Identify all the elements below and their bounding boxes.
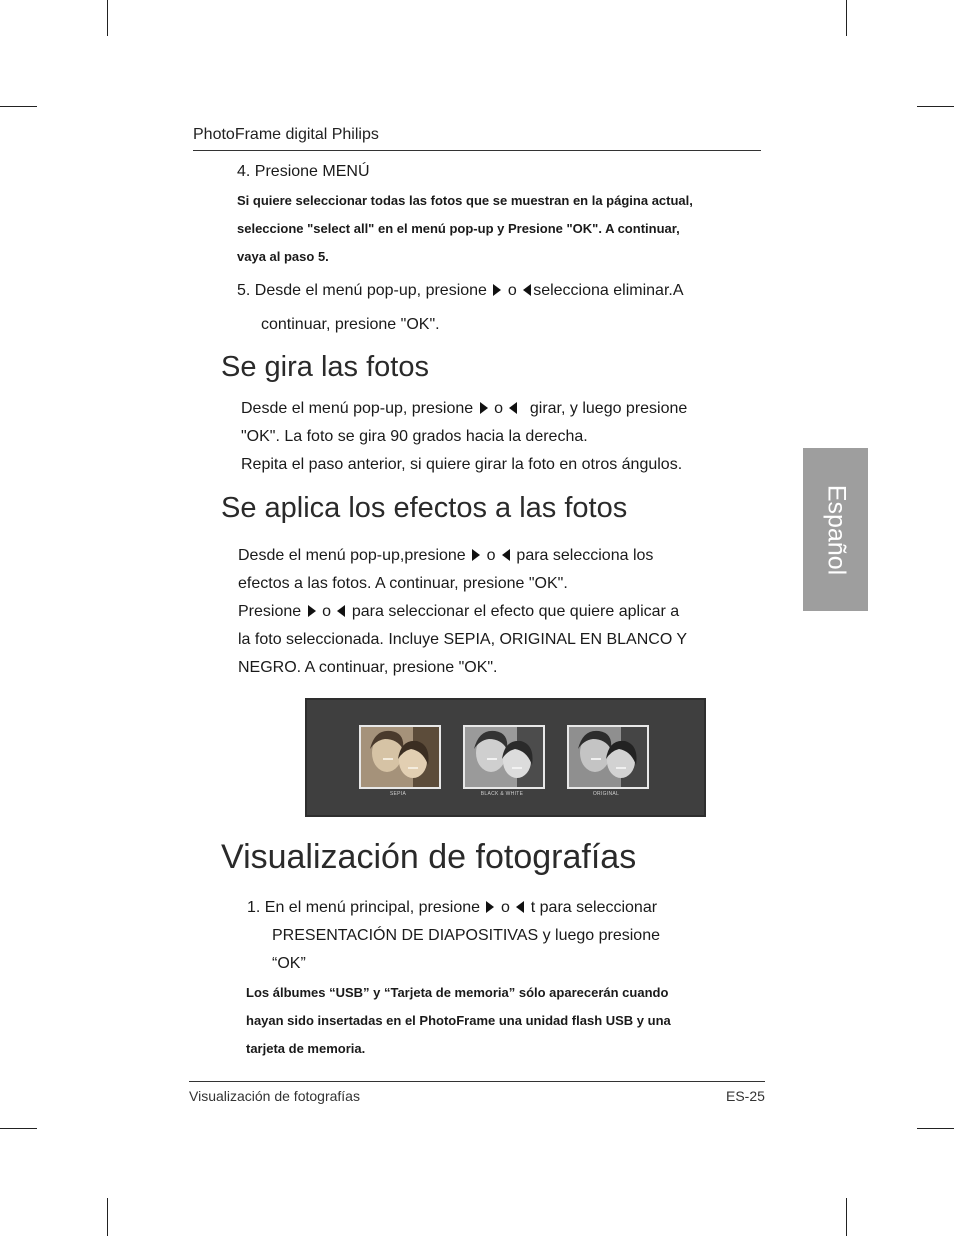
rotate-line-text: girar, y luego presione bbox=[529, 400, 688, 417]
section-title-rotate: Se gira las fotos bbox=[221, 351, 429, 383]
view-line-text: t para seleccionar bbox=[530, 899, 658, 916]
thumbnail-caption: SEPIA bbox=[389, 791, 407, 797]
photo-thumbnail-original bbox=[567, 725, 649, 789]
or-text: o bbox=[507, 282, 517, 299]
view-line bbox=[247, 894, 660, 922]
effects-line-text: para selecciona los bbox=[516, 547, 654, 564]
crop-mark bbox=[0, 106, 37, 107]
step-5-continued: continuar, presione "OK". bbox=[261, 316, 440, 333]
note-line: tarjeta de memoria. bbox=[246, 1041, 366, 1056]
or-text: o bbox=[486, 547, 496, 564]
thumbnail-caption: ORIGINAL bbox=[592, 791, 620, 797]
left-triangle-icon bbox=[516, 901, 524, 913]
photo-thumbnail-black-white bbox=[463, 725, 545, 789]
effects-line-text: Desde el menú pop-up,presione bbox=[238, 547, 466, 564]
effects-line bbox=[238, 598, 687, 626]
note-line: seleccione "select all" en el menú pop-up y Presione "OK". A continuar, bbox=[237, 221, 680, 236]
left-triangle-icon bbox=[523, 284, 531, 296]
right-triangle-icon bbox=[308, 605, 316, 617]
effects-line bbox=[238, 542, 687, 570]
crop-mark bbox=[107, 1198, 108, 1236]
left-triangle-icon bbox=[509, 402, 517, 414]
note-select-all bbox=[237, 187, 693, 271]
thumbnail-caption: BLACK & WHITE bbox=[480, 791, 524, 797]
language-tab bbox=[803, 448, 868, 611]
note-line: hayan sido insertadas en el PhotoFrame una unidad flash USB y una bbox=[246, 1013, 671, 1028]
note-albums bbox=[246, 979, 671, 1063]
effects-line-text: Presione bbox=[238, 603, 302, 620]
step-5-text: selecciona eliminar.A bbox=[533, 282, 684, 299]
photo-thumbnail-sepia bbox=[359, 725, 441, 789]
step-5 bbox=[237, 277, 684, 305]
view-line: PRESENTACIÓN DE DIAPOSITIVAS y luego presione bbox=[272, 927, 660, 944]
step-4: 4. Presione MENÚ bbox=[237, 163, 370, 180]
footer-rule bbox=[189, 1081, 765, 1082]
or-text: o bbox=[322, 603, 331, 620]
crop-mark bbox=[917, 106, 954, 107]
or-text: o bbox=[494, 400, 503, 417]
right-triangle-icon bbox=[493, 284, 501, 296]
rotate-line: Repita el paso anterior, si quiere girar la foto en otros ángulos. bbox=[241, 456, 683, 473]
right-triangle-icon bbox=[472, 549, 480, 561]
crop-mark bbox=[0, 1128, 37, 1129]
footer-section-name: Visualización de fotografías bbox=[189, 1088, 360, 1104]
note-line: vaya al paso 5. bbox=[237, 249, 329, 264]
page-number: ES-25 bbox=[726, 1088, 765, 1104]
effects-screenshot bbox=[305, 698, 706, 817]
effects-line: efectos a las fotos. A continuar, presione "OK". bbox=[238, 575, 568, 592]
rotate-text bbox=[241, 395, 687, 479]
view-step-1 bbox=[247, 894, 660, 978]
left-triangle-icon bbox=[337, 605, 345, 617]
rotate-line: "OK". La foto se gira 90 grados hacia la derecha. bbox=[241, 428, 588, 445]
note-line: Si quiere seleccionar todas las fotos que se muestran en la página actual, bbox=[237, 193, 693, 208]
right-triangle-icon bbox=[480, 402, 488, 414]
rotate-line bbox=[241, 395, 687, 423]
note-line: Los álbumes “USB” y “Tarjeta de memoria” sólo aparecerán cuando bbox=[246, 985, 669, 1000]
effects-text bbox=[238, 542, 687, 682]
running-header: PhotoFrame digital Philips bbox=[193, 126, 379, 143]
header-rule bbox=[193, 150, 761, 151]
section-title-view: Visualización de fotografías bbox=[221, 838, 637, 876]
section-title-effects: Se aplica los efectos a las fotos bbox=[221, 492, 628, 524]
effects-line-text: para seleccionar el efecto que quiere aplicar a bbox=[351, 603, 680, 620]
view-line-text: 1. En el menú principal, presione bbox=[247, 899, 481, 916]
view-line: “OK” bbox=[272, 955, 306, 972]
language-tab-label: Español bbox=[822, 484, 850, 575]
effects-line: la foto seleccionada. Incluye SEPIA, ORIGINAL EN BLANCO Y bbox=[238, 631, 688, 648]
crop-mark bbox=[917, 1128, 954, 1129]
effects-line: NEGRO. A continuar, presione "OK". bbox=[238, 659, 498, 676]
rotate-line-text: Desde el menú pop-up, presione bbox=[241, 400, 474, 417]
crop-mark bbox=[846, 0, 847, 36]
or-text: o bbox=[500, 899, 510, 916]
crop-mark bbox=[107, 0, 108, 36]
step-5-text: 5. Desde el menú pop-up, presione bbox=[237, 282, 487, 299]
right-triangle-icon bbox=[486, 901, 494, 913]
left-triangle-icon bbox=[502, 549, 510, 561]
crop-mark bbox=[846, 1198, 847, 1236]
